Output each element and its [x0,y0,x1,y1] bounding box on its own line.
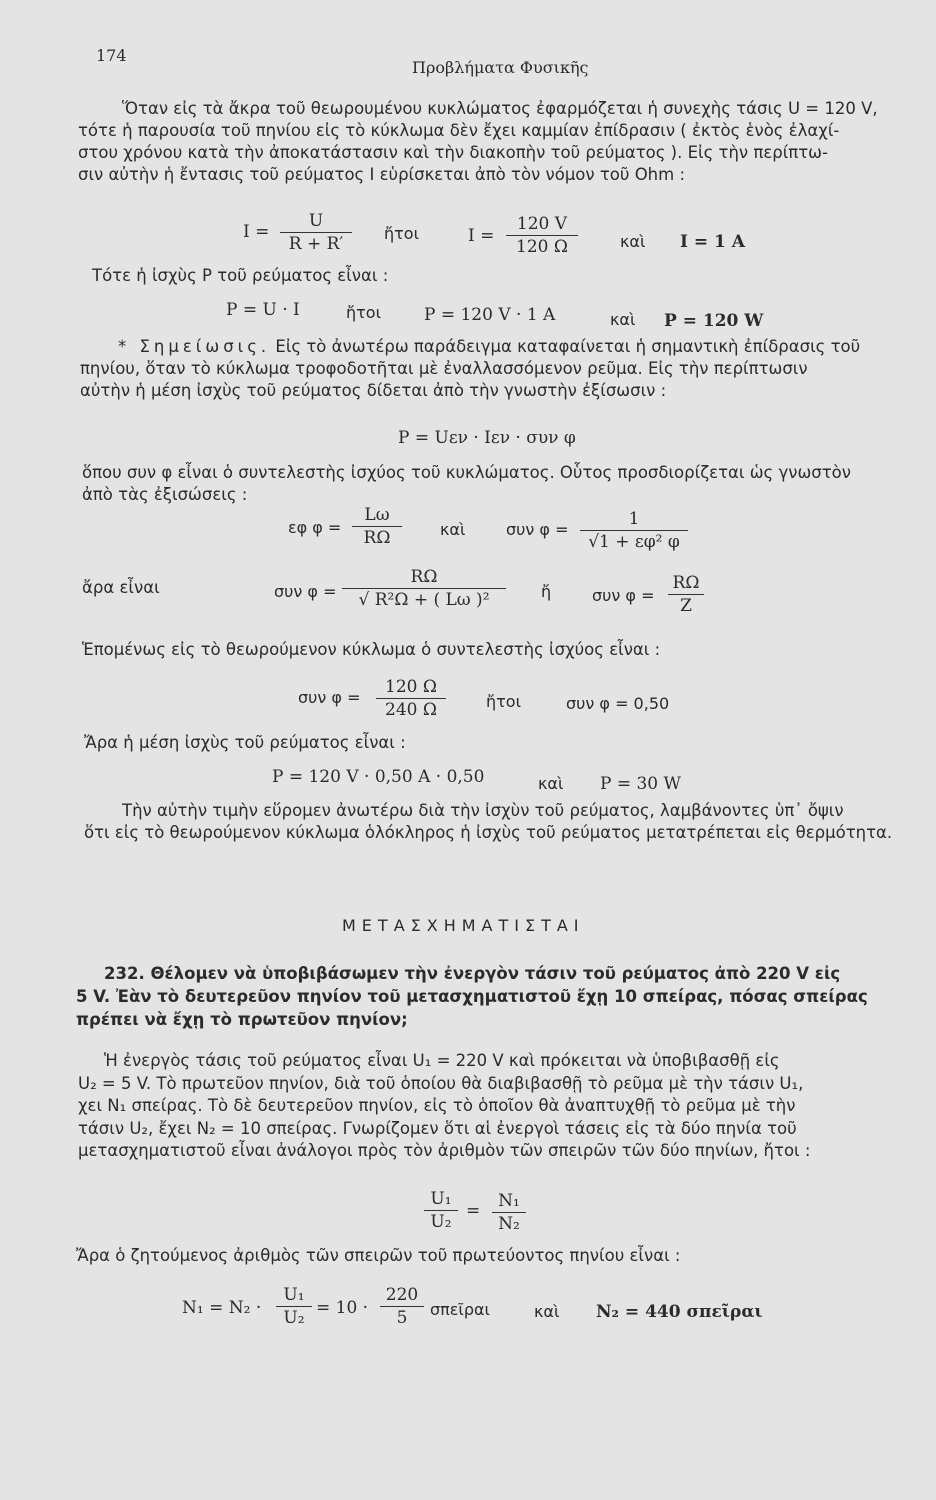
text-line: Εἰς τὸ ἀνωτέρω παράδειγμα καταφαίνεται ἡ σημαντικὴ ἐπίδρασις τοῦ [275,337,861,356]
eq5-lhs: συν φ = [274,582,337,601]
eq1-fraction [280,210,352,255]
paragraph-mean-power: Ἄρα ἡ μέση ἰσχὺς τοῦ ρεύματος εἶναι : [84,733,406,752]
denominator: U₂ [430,1212,452,1232]
text-line: μετασχηματιστοῦ εἶναι ἀνάλογοι πρὸς τὸν ἀριθμὸν τῶν σπειρῶν τῶν δύο πηνίων, ἤτοι : [78,1141,811,1160]
denominator: √1 + εφ² φ [588,532,680,552]
numerator: 120 V [506,213,578,236]
text-line: πηνίου, ὅταν τὸ κύκλωμα τροφοδοτῆται μὲ ἐναλλασσόμενον ρεῦμα. Εἰς τὴν περίπτωσιν [80,359,808,378]
numerator: 120 Ω [376,676,446,699]
text-line: τάσιν U₂, ἔχει N₂ = 10 σπείρας. Γνωρίζομεν ὅτι αἱ ἐνεργοὶ τάσεις εἰς τὰ δύο πηνία τοῦ [78,1118,797,1138]
paragraph-conclusion [84,800,900,844]
eq9-kai: καὶ [534,1302,560,1321]
eq8-fraction-u [424,1188,458,1233]
eq9-unit: σπεῖραι [430,1300,490,1319]
eq9-mid: = 10 · [316,1298,369,1318]
eq5-fraction [342,566,506,611]
paragraph-solution [78,1050,886,1163]
eq8-fraction-n [492,1190,526,1235]
text-line: πρέπει νὰ ἔχῃ τὸ πρωτεῦον πηνίον; [76,1010,408,1029]
denominator: 120 Ω [516,237,568,257]
eq1-lhs2: I = [468,226,495,246]
eq1-result: I = 1 A [680,232,745,252]
text-line: 5 V. Ἐὰν τὸ δευτερεῦον πηνίον τοῦ μετασχηματιστοῦ ἔχῃ 10 σπείρας, πόσας σπείρας [76,987,868,1006]
eq1-kai: καὶ [620,232,646,251]
eq4-kai: καὶ [440,520,466,539]
eq9-fraction-num [380,1284,424,1329]
numerator: U₁ [424,1188,458,1211]
text-line: Ὅταν εἰς τὰ ἄκρα τοῦ θεωρουμένου κυκλώματος ἐφαρμόζεται ἡ συνεχὴς τάσις U = 120 V, [122,99,878,118]
eq9-lhs: N₁ = N₂ · [182,1298,262,1318]
numerator: 220 [380,1284,424,1307]
text-line: ὅπου συν φ εἶναι ὁ συντελεστὴς ἰσχύος τοῦ κυκλώματος. Οὗτος προσδιορίζεται ὡς γνωστὸν [82,463,851,482]
eq2-left: P = U · I [226,300,300,320]
paragraph-cos [82,462,902,506]
eq1-hitoi: ἤτοι [384,224,419,243]
numerator: RΩ [668,572,704,595]
paragraph-therefore: Ἑπομένως εἰς τὸ θεωρούμενον κύκλωμα ὁ συντελεστὴς ἰσχύος εἶναι : [82,640,661,659]
numerator: RΩ [342,566,506,589]
eq2-result: P = 120 W [664,311,764,331]
eq2-hitoi: ἤτοι [346,303,381,322]
numerator: 1 [580,508,688,531]
eq6-lhs: συν φ = [298,688,361,707]
text-line: U₂ = 5 V. Τὸ πρωτεῦον πηνίον, διὰ τοῦ ὁποίου θὰ διαβιβασθῇ τὸ ρεῦμα μὲ τὴν τάσιν U₁, [78,1073,804,1093]
eq6-fraction [376,676,446,721]
section-title: ΜΕΤΑΣΧΗΜΑΤΙΣΤΑΙ [342,916,585,935]
eq4-lhs2: συν φ = [506,520,569,539]
eq6-hitoi: ἤτοι [486,692,521,711]
denominator: R + R′ [288,234,344,254]
eq1-lhs: I = [243,222,270,242]
eq7-left: P = 120 V · 0,50 A · 0,50 [272,767,485,787]
text-line: στου χρόνου κατὰ τὴν ἀποκατάστασιν καὶ τὴν διακοπὴν τοῦ ρεύματος ). Εἰς τὴν περίπτω- [78,143,828,162]
denominator: N₂ [498,1214,520,1234]
paragraph-note [80,336,906,402]
paragraph-power: Τότε ἡ ἰσχὺς P τοῦ ρεύματος εἶναι : [92,266,389,285]
numerator: N₁ [492,1190,526,1213]
eq3: P = Uεν · Iεν · συν φ [398,428,576,448]
eq2-mid: P = 120 V · 1 A [424,305,556,325]
denominator: RΩ [363,528,391,548]
numerator: U₁ [276,1284,312,1307]
text-line: Ἡ ἐνεργὸς τάσις τοῦ ρεύματος εἶναι U₁ = 220 V καὶ πρόκειται νὰ ὑποβιβασθῇ εἰς [104,1051,780,1070]
eq5-or: ἤ [541,582,552,601]
text-line: χει N₁ σπείρας. Τὸ δὲ δευτερεῦον πηνίον, εἰς τὸ ὁποῖον θὰ ἀναπτυχθῇ τὸ ρεῦμα μὲ τὴν [78,1096,796,1115]
text-line: ἀπὸ τὰς ἐξισώσεις : [82,485,248,504]
eq4-fraction-2 [580,508,688,553]
denominator: 240 Ω [385,700,437,720]
eq5-label: ἄρα εἶναι [82,578,160,597]
denominator: U₂ [283,1308,305,1328]
denominator: Z [680,596,692,616]
eq5-fraction-2 [668,572,704,617]
denominator: √ R²Ω + ( Lω )² [358,590,490,610]
problem-statement [76,962,894,1031]
eq4-fraction [352,504,402,549]
numerator: Lω [352,504,402,527]
running-title: Προβλήματα Φυσικῆς [412,58,589,77]
note-heading: * Σημείωσις. [118,337,271,356]
denominator: 5 [396,1308,408,1328]
eq8-equals: = [466,1201,481,1221]
text-line: Τὴν αὐτὴν τιμὴν εὕρομεν ἀνωτέρω διὰ τὴν ἰσχὺν τοῦ ρεύματος, λαμβάνοντες ὑπ᾽ ὄψιν [122,801,844,820]
paragraph-intro [78,98,904,186]
eq6-result: συν φ = 0,50 [566,694,670,713]
numerator: U [280,210,352,233]
text-line: σιν αὐτὴν ἡ ἔντασις τοῦ ρεύματος I εὑρίσκεται ἀπὸ τὸν νόμον τοῦ Ohm : [78,165,686,184]
eq1-fraction-2 [506,213,578,258]
text-line: ὅτι εἰς τὸ θεωρούμενον κύκλωμα ὁλόκληρος ἡ ἰσχὺς τοῦ ρεύματος μετατρέπεται εἰς θερμότητα. [84,823,893,842]
eq7-kai: καὶ [538,774,564,793]
page-number: 174 [96,46,127,65]
text-line: 232. Θέλομεν νὰ ὑποβιβάσωμεν τὴν ἐνεργὸν τάσιν τοῦ ρεύματος ἀπὸ 220 V εἰς [104,964,841,983]
text-line: τότε ἡ παρουσία τοῦ πηνίου εἰς τὸ κύκλωμα δὲν ἔχει καμμίαν ἐπίδρασιν ( ἐκτὸς ἑνὸς ἐλαχί- [78,121,840,140]
text-line: αὐτὴν ἡ μέση ἰσχὺς τοῦ ρεύματος δίδεται ἀπὸ τὴν γνωστὴν ἐξίσωσιν : [80,381,667,400]
eq9-result: N₂ = 440 σπεῖραι [596,1302,763,1322]
eq2-kai: καὶ [610,310,636,329]
eq7-result: P = 30 W [600,774,681,794]
paragraph-result: Ἄρα ὁ ζητούμενος ἀριθμὸς τῶν σπειρῶν τοῦ πρωτεύοντος πηνίου εἶναι : [76,1246,681,1265]
eq9-fraction-u [276,1284,312,1329]
eq5-lhs2: συν φ = [592,586,655,605]
eq4-lhs: εφ φ = [288,518,342,537]
